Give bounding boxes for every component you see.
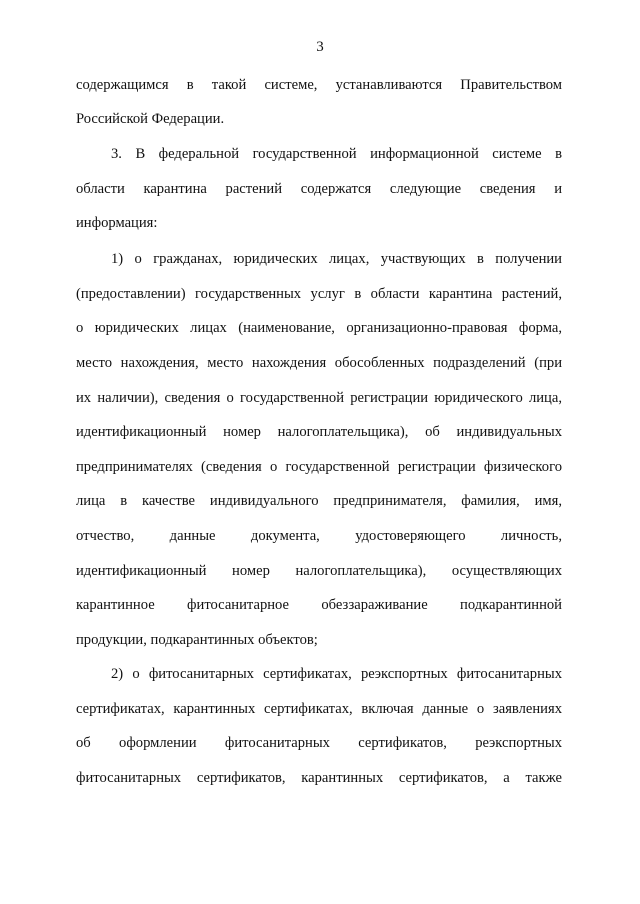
text-line: фитосанитарных сертификатов, карантинных сертификатов, а также xyxy=(76,770,562,786)
text-line: лица в качестве индивидуального предпринимателя, фамилия, имя, xyxy=(76,493,562,509)
text-line: идентификационный номер налогоплательщика), осуществляющих xyxy=(76,563,562,579)
text-line: продукции, подкарантинных объектов; xyxy=(76,632,318,648)
text-line: их наличии), сведения о государственной регистрации юридического лица, xyxy=(76,390,562,406)
text-line: содержащимся в такой системе, устанавливаются Правительством xyxy=(76,77,562,93)
text-line: информация: xyxy=(76,215,158,231)
text-line: области карантина растений содержатся следующие сведения и xyxy=(76,181,562,197)
text-line: (предоставлении) государственных услуг в области карантина растений, xyxy=(76,286,562,302)
text-line: место нахождения, место нахождения обособленных подразделений (при xyxy=(76,355,562,371)
text-line: об оформлении фитосанитарных сертификатов, реэкспортных xyxy=(76,735,562,751)
paragraph-first-line: 3. В федеральной государственной информационной системе в xyxy=(111,146,562,162)
text-line: отчество, данные документа, удостоверяющего личность, xyxy=(76,528,562,544)
page-number: 3 xyxy=(316,39,324,55)
paragraph-first-line: 1) о гражданах, юридических лицах, участвующих в получении xyxy=(111,251,562,267)
text-line: сертификатах, карантинных сертификатах, включая данные о заявлениях xyxy=(76,701,562,717)
text-line: предпринимателях (сведения о государственной регистрации физического xyxy=(76,459,562,475)
text-line: идентификационный номер налогоплательщика), об индивидуальных xyxy=(76,424,562,440)
paragraph-first-line: 2) о фитосанитарных сертификатах, реэкспортных фитосанитарных xyxy=(111,666,562,682)
text-line: о юридических лицах (наименование, организационно-правовая форма, xyxy=(76,320,562,336)
text-line: карантинное фитосанитарное обеззараживание подкарантинной xyxy=(76,597,562,613)
text-line: Российской Федерации. xyxy=(76,111,225,127)
